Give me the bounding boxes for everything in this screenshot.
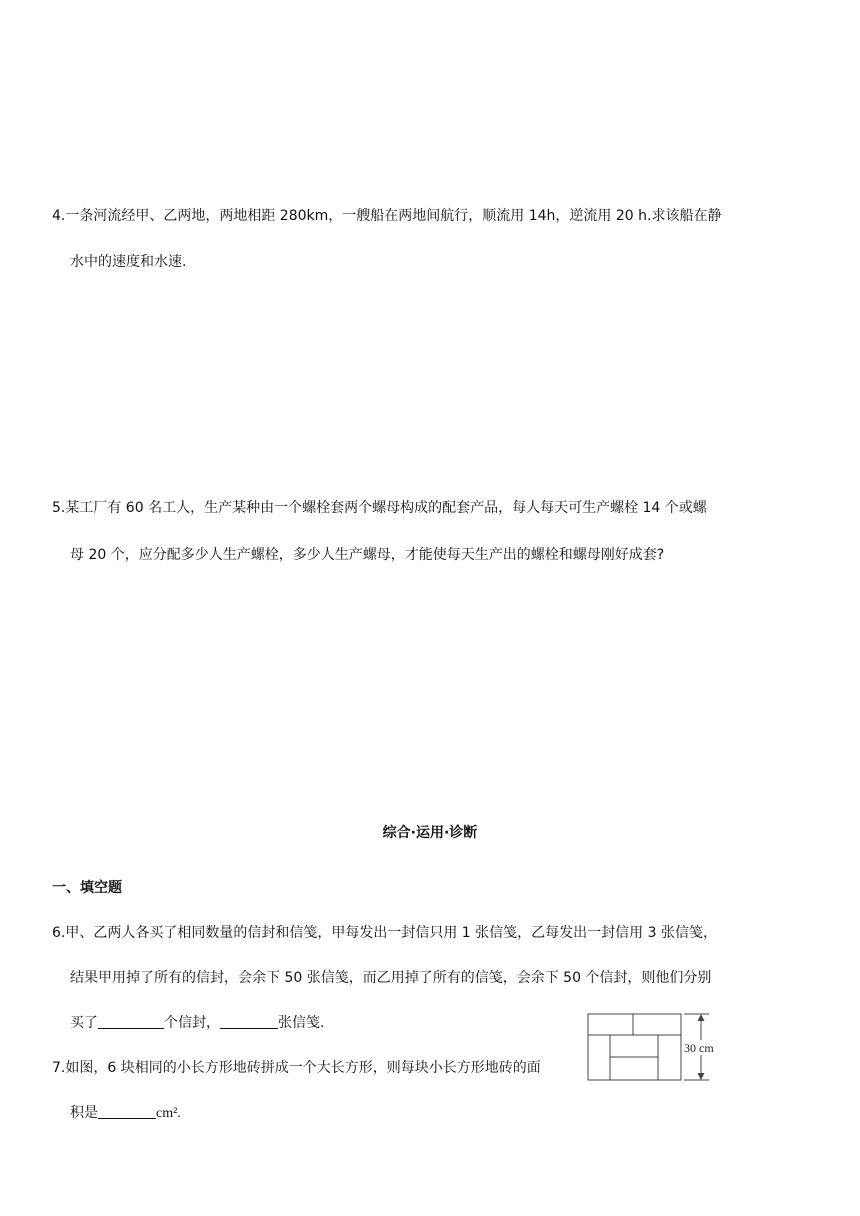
tile-rectangle-figure — [585, 1011, 735, 1085]
question-7-line-2 — [70, 1103, 181, 1124]
question-4-line-1: 4.一条河流经甲、乙两地，两地相距 280km，一艘船在两地间航行，顺流用 14h，逆流用 20 h.求该船在静 — [52, 208, 722, 224]
section-title: 综合·运用·诊断 — [382, 825, 478, 841]
question-6-text-a: 买了 — [70, 1015, 98, 1031]
envelope-answer-blank[interactable] — [98, 1014, 164, 1029]
subsection-title: 一、填空题 — [52, 880, 122, 896]
question-5-line-1: 5.某工厂有 60 名工人，生产某种由一个螺栓套两个螺母构成的配套产品，每人每天可生产螺栓 14 个或螺 — [52, 500, 707, 516]
area-answer-blank[interactable] — [98, 1104, 156, 1119]
dimension-label: 30 cm — [684, 1041, 714, 1055]
question-4-line-2: 水中的速度和水速. — [70, 254, 187, 270]
question-6-text-b: 个信封， — [164, 1015, 220, 1031]
question-6-line-1: 6.甲、乙两人各买了相同数量的信封和信笺，甲每发出一封信只用 1 张信笺，乙每发出一封信用 3 张信笺， — [52, 925, 717, 941]
question-7-unit: cm². — [156, 1106, 181, 1121]
arrow-up-icon — [698, 1014, 705, 1021]
letter-paper-answer-blank[interactable] — [220, 1014, 278, 1029]
question-6-line-3 — [70, 1013, 324, 1033]
question-6-text-c: 张信笺. — [278, 1015, 325, 1031]
big-rectangle-outline — [588, 1014, 681, 1080]
question-7-text-a: 积是 — [70, 1105, 98, 1121]
question-5-line-2: 母 20 个，应分配多少人生产螺栓，多少人生产螺母，才能使每天生产出的螺栓和螺母刚好成套? — [70, 547, 665, 563]
question-6-line-2: 结果甲用掉了所有的信封，会余下 50 张信笺，而乙用掉了所有的信笺，会余下 50 个信封，则他们分别 — [70, 970, 712, 986]
question-7-line-1: 7.如图，6 块相同的小长方形地砖拼成一个大长方形，则每块小长方形地砖的面 — [52, 1060, 541, 1076]
arrow-down-icon — [698, 1073, 705, 1080]
